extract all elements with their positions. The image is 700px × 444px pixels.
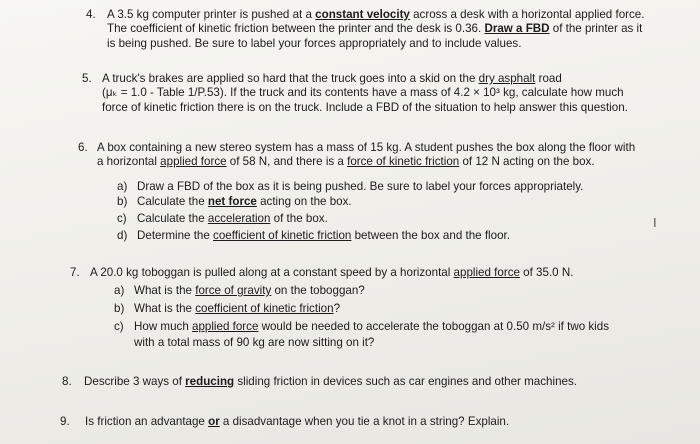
question-line: A box containing a new stereo system has a mass of 15 kg. A student pushes the box along the floor with — [97, 141, 636, 154]
question-line: A truck's brakes are applied so hard that the truck goes into a skid on the dry asphalt road — [102, 72, 562, 85]
sub-question-6a: a) Draw a FBD of the box as it is being pushed. Be sure to label your forces appropriately. — [117, 180, 584, 193]
question-line: force of kinetic friction there is on the truck. Include a FBD of the situation to help answer this question. — [102, 100, 628, 114]
question-number: 9. — [60, 415, 70, 428]
sub-question-6d: d) Determine the coefficient of kinetic friction between the box and the floor. — [117, 229, 510, 242]
sub-question-7c: c) How much applied force would be needed to accelerate the toboggan at 0.50 m/s² if two kids — [114, 320, 609, 333]
stray-pen-mark: I — [653, 215, 657, 230]
question-line: Is friction an advantage or a disadvantage when you tie a knot in a string? Explain. — [85, 415, 510, 428]
question-number: 5. — [82, 72, 92, 85]
question-line: (μₖ = 1.0 - Table 1/P.53). If the truck and its contents have a mass of 4.2 × 10³ kg, calculate how much — [102, 86, 624, 100]
sub-question-6b: b) Calculate the net force acting on the box. — [117, 195, 352, 208]
question-line: A 3.5 kg computer printer is pushed at a constant velocity across a desk with a horizontal applied force. — [107, 8, 645, 21]
question-line: A 20.0 kg toboggan is pulled along at a constant speed by a horizontal applied force of 35.0 N. — [90, 266, 574, 279]
question-line: a horizontal applied force of 58 N, and there is a force of kinetic friction of 12 N acting on the box. — [97, 155, 595, 169]
question-line: Describe 3 ways of reducing sliding friction in devices such as car engines and other machines. — [84, 375, 577, 388]
sub-question-7c-continued: with a total mass of 90 kg are now sitting on it? — [134, 336, 375, 349]
question-number: 8. — [62, 375, 72, 388]
question-line: The coefficient of kinetic friction between the printer and the desk is 0.36. Draw a FBD of the printer as it — [107, 22, 643, 36]
question-number: 4. — [86, 8, 96, 21]
sub-question-7b: b) What is the coefficient of kinetic friction? — [114, 302, 341, 315]
question-number: 7. — [70, 266, 80, 279]
sub-question-6c: c) Calculate the acceleration of the box. — [117, 212, 328, 225]
sub-question-7a: a) What is the force of gravity on the toboggan? — [114, 284, 365, 297]
question-line: is being pushed. Be sure to label your forces appropriately and to include values. — [107, 36, 522, 50]
question-number: 6. — [78, 141, 88, 154]
